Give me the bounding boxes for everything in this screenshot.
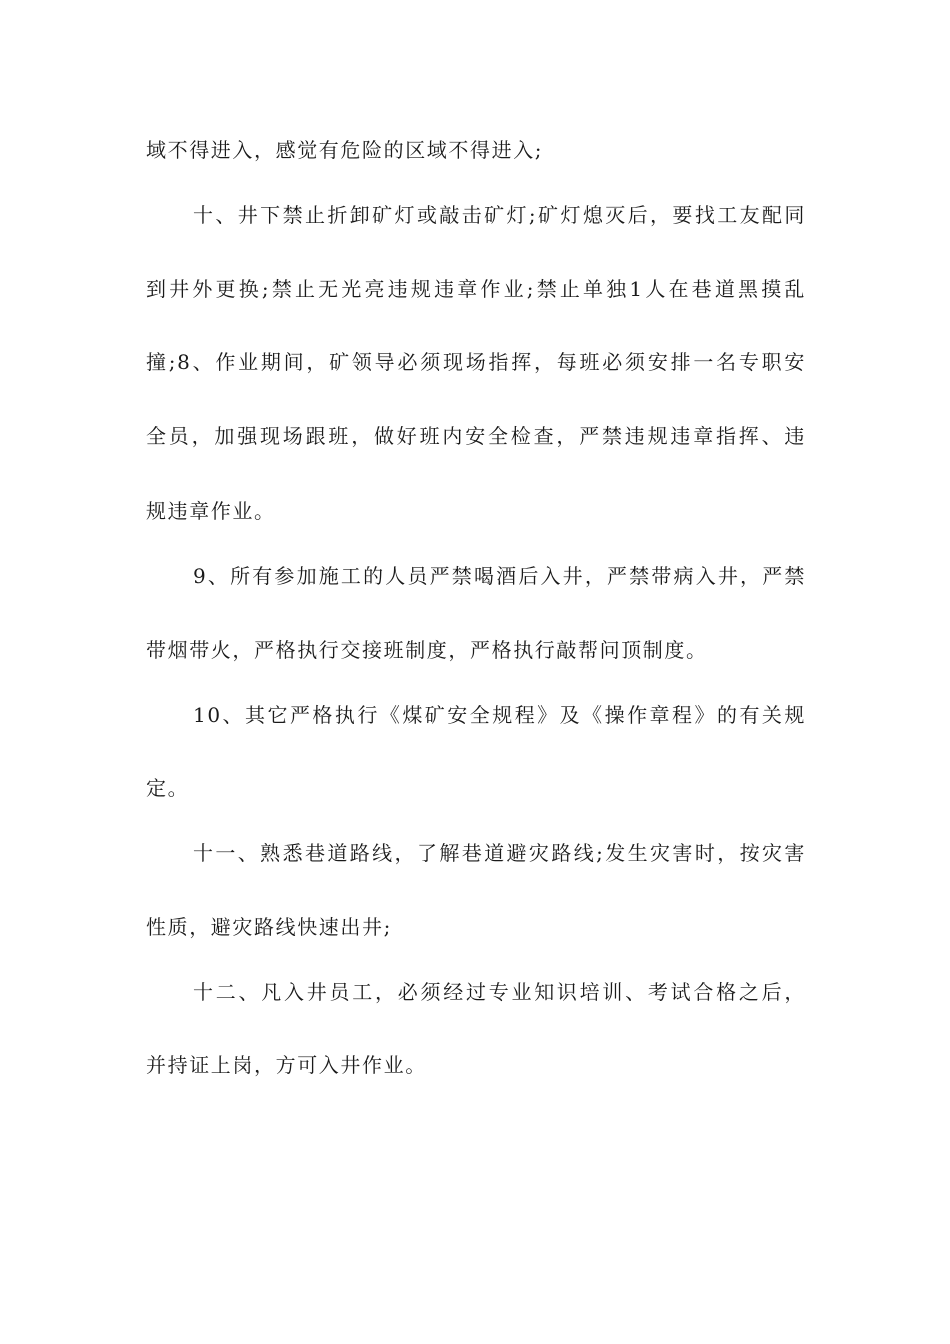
text-line-14: 并持证上岗，方可入井作业。 bbox=[146, 1053, 427, 1077]
text-line-4: 撞;8、作业期间，矿领导必须现场指挥，每班必须安排一名专职安 bbox=[146, 350, 806, 374]
text-line-7: 9、所有参加施工的人员严禁喝酒后入井，严禁带病入井，严禁 bbox=[193, 564, 806, 588]
text-line-11: 十一、熟悉巷道路线，了解巷道避灾路线;发生灾害时，按灾害 bbox=[193, 841, 806, 865]
text-line-6: 规违章作业。 bbox=[146, 499, 276, 523]
text-line-1: 域不得进入，感觉有危险的区域不得进入; bbox=[146, 138, 544, 162]
text-line-10: 定。 bbox=[146, 776, 190, 800]
text-line-3: 到井外更换;禁止无光亮违规违章作业;禁止单独1人在巷道黑摸乱 bbox=[146, 277, 806, 301]
text-line-13: 十二、凡入井员工，必须经过专业知识培训、考试合格之后， bbox=[193, 980, 806, 1004]
text-line-8: 带烟带火，严格执行交接班制度，严格执行敲帮问顶制度。 bbox=[146, 638, 708, 662]
text-line-9: 10、其它严格执行《煤矿安全规程》及《操作章程》的有关规 bbox=[193, 703, 806, 727]
text-line-2: 十、井下禁止折卸矿灯或敲击矿灯;矿灯熄灭后，要找工友配同 bbox=[193, 203, 806, 227]
text-line-5: 全员，加强现场跟班，做好班内安全检查，严禁违规违章指挥、违 bbox=[146, 424, 806, 448]
text-line-12: 性质，避灾路线快速出井; bbox=[146, 915, 392, 939]
